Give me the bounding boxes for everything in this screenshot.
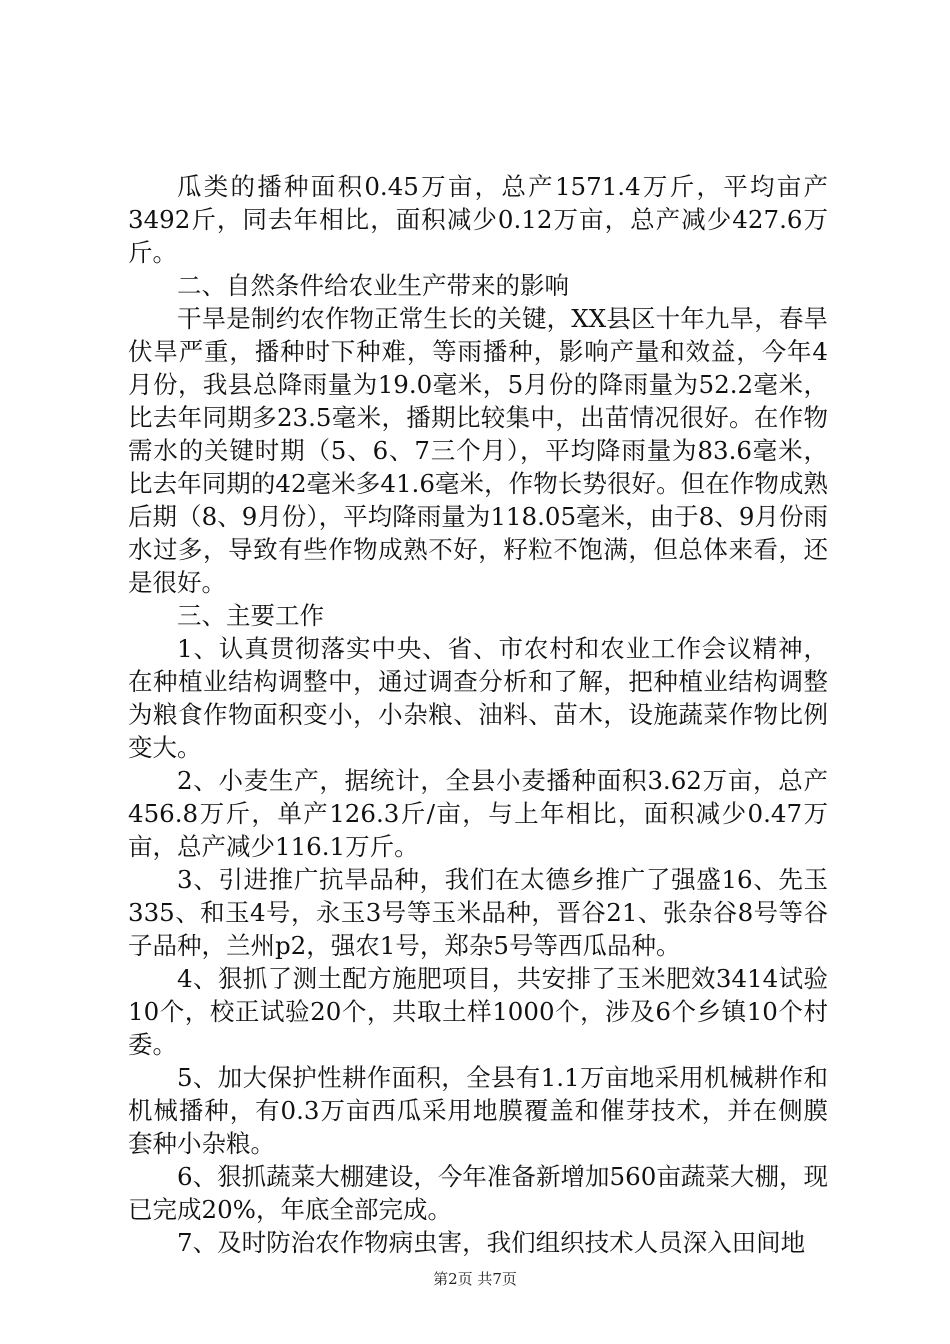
paragraph-work-item-2: 2、小麦生产，据统计，全县小麦播种面积3.62万亩，总产456.8万斤，单产126.3斤/亩，与上年相比，面积减少0.47万亩，总产减少116.1万斤。 xyxy=(128,766,828,861)
section-heading-natural-conditions: 二、自然条件给农业生产带来的影响 xyxy=(177,271,569,300)
page-number-footer: 第2页 共7页 xyxy=(433,1270,517,1288)
paragraph-melon-stats: 瓜类的播种面积0.45万亩，总产1571.4万斤，平均亩产3492斤，同去年相比，面积减少0.12万亩，总产减少427.6万斤。 xyxy=(128,172,828,267)
document-body xyxy=(128,170,828,1259)
paragraph-work-item-6: 6、狠抓蔬菜大棚建设，今年准备新增加560亩蔬菜大棚，现已完成20%，年底全部完成。 xyxy=(128,1162,828,1224)
paragraph-work-item-3: 3、引进推广抗旱品种，我们在太德乡推广了强盛16、先玉335、和玉4号，永玉3号等玉米品种，晋谷21、张杂谷8号等谷子品种，兰州p2，强农1号，郑杂5号等西瓜品种。 xyxy=(128,865,828,960)
paragraph-work-item-4: 4、狠抓了测土配方施肥项目，共安排了玉米肥效3414试验10个，校正试验20个，共取土样1000个，涉及6个乡镇10个村委。 xyxy=(128,964,828,1059)
section-heading-main-work: 三、主要工作 xyxy=(177,601,324,630)
paragraph-work-item-1: 1、认真贯彻落实中央、省、市农村和农业工作会议精神，在种植业结构调整中，通过调查分析和了解，把种植业结构调整为粮食作物面积变小，小杂粮、油料、苗木，设施蔬菜作物比例变大。 xyxy=(128,634,828,762)
paragraph-work-item-7: 7、及时防治农作物病虫害，我们组织技术人员深入田间地 xyxy=(177,1228,806,1257)
paragraph-work-item-5: 5、加大保护性耕作面积，全县有1.1万亩地采用机械耕作和机械播种，有0.3万亩西瓜采用地膜覆盖和催芽技术，并在侧膜套种小杂粮。 xyxy=(128,1063,828,1158)
paragraph-drought-rainfall: 干旱是制约农作物正常生长的关键，XX县区十年九旱，春旱伏旱严重，播种时下种难，等雨播种，影响产量和效益，今年4月份，我县总降雨量为19.0毫米，5月份的降雨量为52.2毫米，比去年同期多23.5毫米，播期比较集中，出苗情况很好。在作物需水的关键时期（5、6、7三个月），平均降雨量为83.6毫米，比去年同期的42毫米多41.6毫米，作物长势很好。但在作物成熟后期（8、9月份），平均降雨量为118.05毫米，由于8、9月份雨水过多，导致有些作物成熟不好，籽粒不饱满，但总体来看，还是很好。 xyxy=(128,304,828,597)
